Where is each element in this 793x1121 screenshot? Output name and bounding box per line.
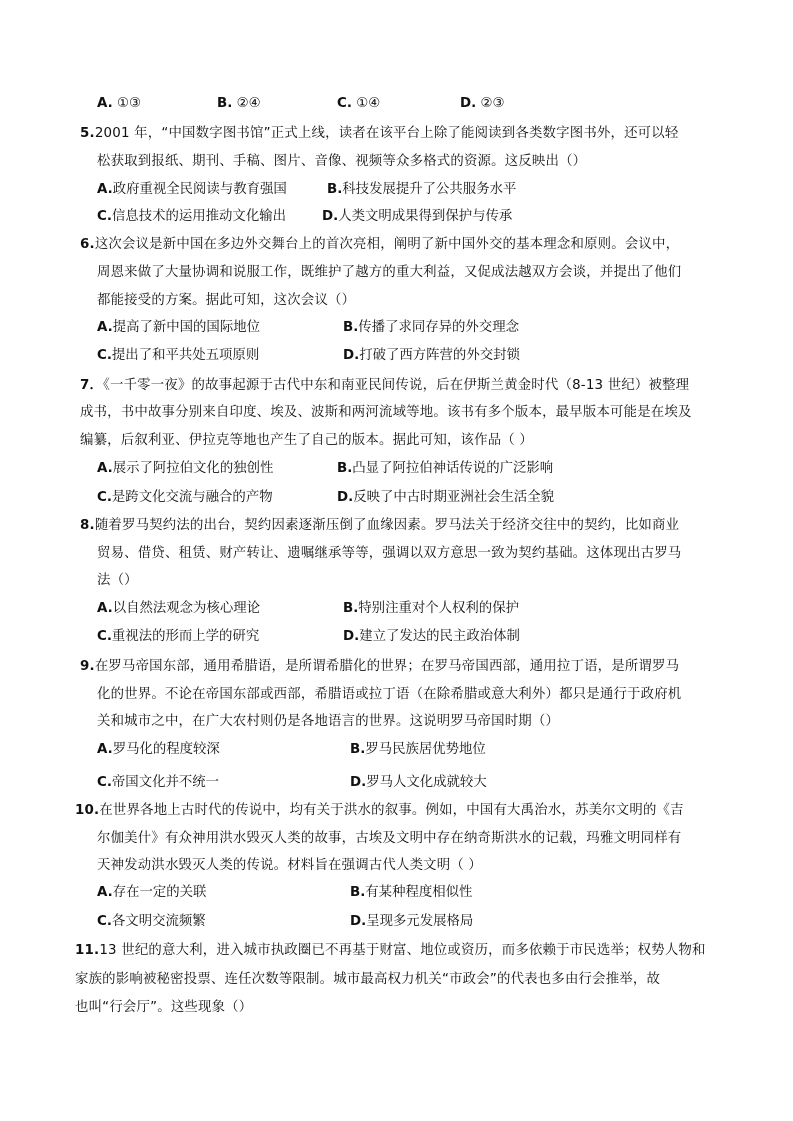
question-number: 11. xyxy=(75,943,100,958)
question-5-option-a: A.政府重视全民阅读与教育强国 xyxy=(97,182,287,197)
question-7-line-3: 编纂，后叙利亚、伊拉克等地也产生了自己的版本。据此可知，该作品（ ） xyxy=(80,433,533,448)
question-6-line-2: 周恩来做了大量协调和说服工作，既维护了越方的重大利益，又促成法越双方会谈，并提出了他们 xyxy=(97,265,682,280)
question-number: 8. xyxy=(80,518,95,533)
question-6-line-3: 都能接受的方案。据此可知，这次会议（） xyxy=(97,293,356,308)
question-6-option-c: C.提出了和平共处五项原则 xyxy=(97,348,260,363)
question-7-option-d: D.反映了中古时期亚洲社会生活全貌 xyxy=(337,490,555,505)
question-10-option-b: B.有某种程度相似性 xyxy=(350,885,473,900)
question-9-line-1: 9.在罗马帝国东部，通用希腊语，是所谓希腊化的世界；在罗马帝国西部，通用拉丁语，是所谓罗马 xyxy=(80,659,680,674)
question-number: 5. xyxy=(80,126,95,141)
question-8-line-3: 法（） xyxy=(97,573,138,588)
question-6-line-1: 6.这次会议是新中国在多边外交舞台上的首次亮相，阐明了新中国外交的基本理念和原则。会议中， xyxy=(80,237,680,252)
question-number: 10. xyxy=(75,803,100,818)
prev-option-a: A. ①③ xyxy=(97,96,141,111)
question-9-option-d: D.罗马人文化成就较大 xyxy=(350,775,487,790)
question-10-line-2: 尔伽美什》有众神用洪水毁灭人类的故事，古埃及文明中存在纳奇斯洪水的记载，玛雅文明同样有 xyxy=(97,831,682,846)
prev-option-c: C. ①④ xyxy=(337,96,381,111)
question-8-option-c: C.重视法的形而上学的研究 xyxy=(97,629,260,644)
question-11-line-1: 11.13 世纪的意大利，进入城市执政圈已不再基于财富、地位或资历，而多依赖于市民选举；权势人物和 xyxy=(75,943,706,958)
question-5-line-2: 松获取到报纸、期刊、手稿、图片、音像、视频等众多格式的资源。这反映出（） xyxy=(97,154,587,169)
question-10-option-c: C.各文明交流频繁 xyxy=(97,914,206,929)
question-11-line-2: 家族的影响被秘密投票、连任次数等限制。城市最高权力机关“市政会”的代表也多由行会推举，故 xyxy=(75,972,661,987)
question-7-line-2: 成书，书中故事分别来自印度、埃及、波斯和两河流域等地。该书有多个版本，最早版本可能是在埃及 xyxy=(80,405,692,420)
question-9-line-2: 化的世界。不论在帝国东部或西部，希腊语或拉丁语（在除希腊或意大利外）都只是通行于政府机 xyxy=(97,687,682,702)
question-9-option-c: C.帝国文化并不统一 xyxy=(97,775,220,790)
prev-option-d: D. ②③ xyxy=(460,96,505,111)
question-10-line-1: 10.在世界各地上古时代的传说中，均有关于洪水的叙事。例如，中国有大禹治水，苏美尔文明的《吉 xyxy=(75,803,684,818)
question-9-option-a: A.罗马化的程度较深 xyxy=(97,742,220,757)
question-6-option-b: B.传播了求同存异的外交理念 xyxy=(343,320,519,335)
question-9-option-b: B.罗马民族居优势地位 xyxy=(350,742,486,757)
question-5-option-d: D.人类文明成果得到保护与传承 xyxy=(322,209,513,224)
question-10-option-a: A.存在一定的关联 xyxy=(97,885,207,900)
question-number: 6. xyxy=(80,237,95,252)
question-5-option-c: C.信息技术的运用推动文化输出 xyxy=(97,209,286,224)
question-7-line-1: 7．《一千零一夜》的故事起源于古代中东和南亚民间传说，后在伊斯兰黄金时代（8-13 世纪）被整理 xyxy=(80,378,690,393)
question-8-option-b: B.特别注重对个人权利的保护 xyxy=(343,601,519,616)
question-6-option-d: D.打破了西方阵营的外交封锁 xyxy=(343,348,520,363)
question-11-line-3: 也叫“行会厅”。这些现象（） xyxy=(75,1000,253,1015)
question-8-option-a: A.以自然法观念为核心理论 xyxy=(97,601,260,616)
question-6-option-a: A.提高了新中国的国际地位 xyxy=(97,320,260,335)
question-8-line-1: 8.随着罗马契约法的出台，契约因素逐渐压倒了血缘因素。罗马法关于经济交往中的契约，比如商业 xyxy=(80,518,680,533)
question-5-option-b: B.科技发展提升了公共服务水平 xyxy=(327,182,517,197)
question-number: 7． xyxy=(80,378,104,393)
question-9-line-3: 关和城市之中，在广大农村则仍是各地语言的世界。这说明罗马帝国时期（） xyxy=(97,714,560,729)
prev-option-b: B. ②④ xyxy=(217,96,261,111)
question-7-option-a: A.展示了阿拉伯文化的独创性 xyxy=(97,461,274,476)
question-number: 9. xyxy=(80,659,95,674)
question-7-option-b: B.凸显了阿拉伯神话传说的广泛影响 xyxy=(337,461,554,476)
question-10-line-3: 天神发动洪水毁灭人类的传说。材料旨在强调古代人类文明（ ） xyxy=(97,858,482,873)
question-8-option-d: D.建立了发达的民主政治体制 xyxy=(343,629,520,644)
question-8-line-2: 贸易、借贷、租赁、财产转让、遗嘱继承等等，强调以双方意思一致为契约基础。这体现出古罗马 xyxy=(97,546,682,561)
question-7-option-c: C.是跨文化交流与融合的产物 xyxy=(97,490,273,505)
question-5-line-1: 5.2001 年，“中国数字图书馆”正式上线，读者在该平台上除了能阅读到各类数字图书外，还可以轻 xyxy=(80,126,679,141)
question-10-option-d: D.呈现多元发展格局 xyxy=(350,914,474,929)
